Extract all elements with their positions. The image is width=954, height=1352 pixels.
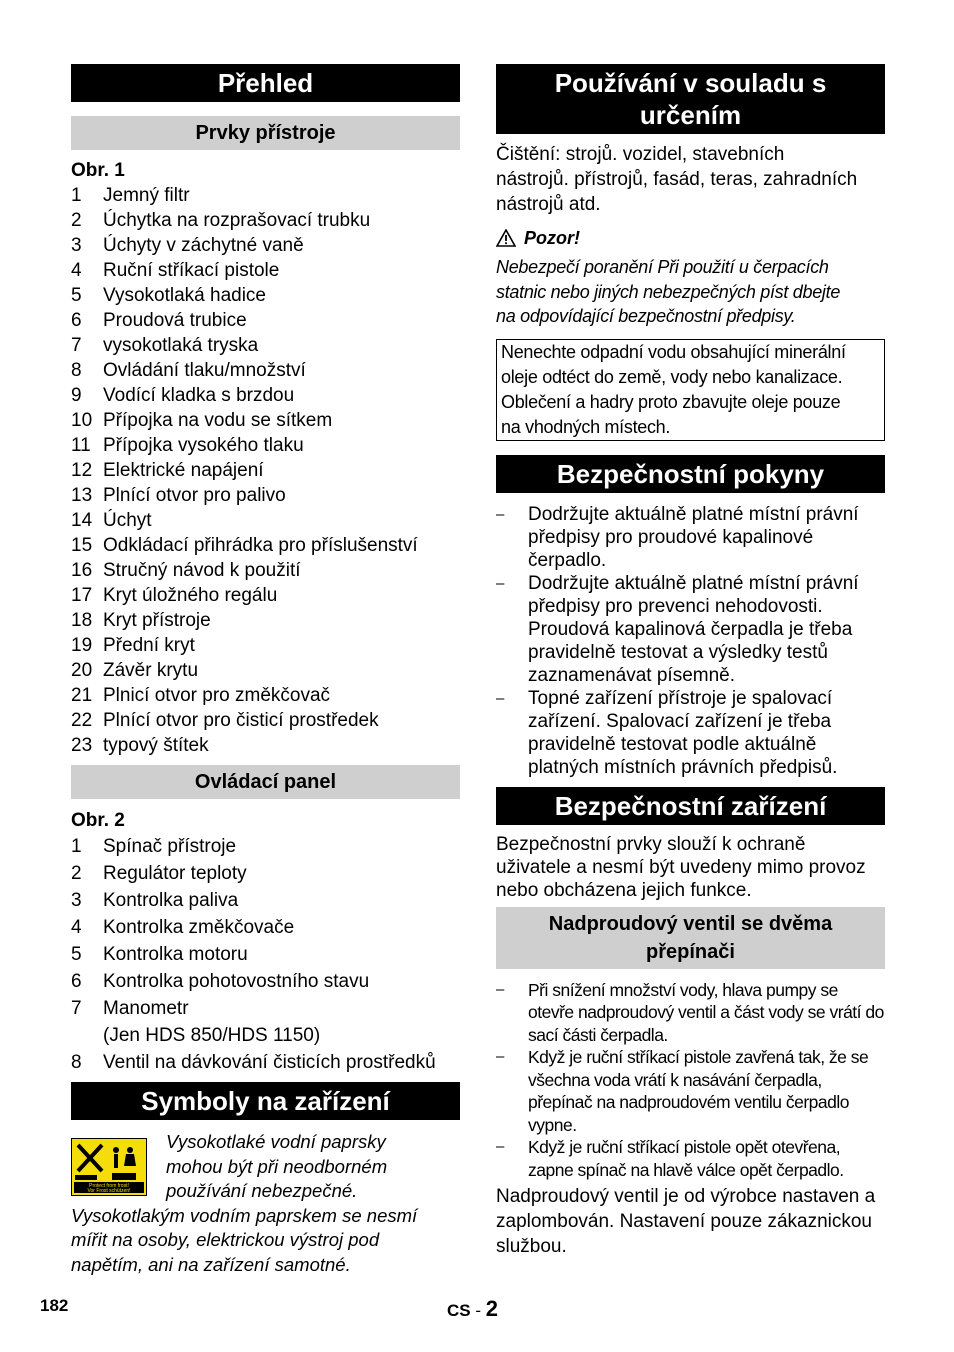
item-label: Manometr <box>103 998 189 1019</box>
section-title-intended-use <box>496 64 885 134</box>
bullet-item <box>496 503 885 572</box>
symbol-text-line: používání nebezpečné. <box>166 1180 358 1201</box>
item-number: 3 <box>71 235 82 256</box>
figure-label-2: Obr. 2 <box>71 810 125 831</box>
item-label: Odkládací přihrádka pro příslušenství <box>103 535 418 556</box>
bullet-text: Když je ruční stříkací pistole opět otevřena, zapne spínač na hlavě válce opět čerpadlo. <box>528 1137 844 1180</box>
item-label: Kryt úložného regálu <box>103 585 278 606</box>
item-label: Regulátor teploty <box>103 863 247 884</box>
symbol-text-line: napětím, ani na zařízení samotné. <box>71 1253 351 1275</box>
caution-text-line: na odpovídající bezpečnostní předpisy. <box>496 306 796 326</box>
list-item <box>71 914 460 941</box>
list-item <box>71 558 460 583</box>
item-number: 11 <box>71 435 91 456</box>
item-number: 6 <box>71 971 82 992</box>
symbol-label-en: Protect from frost! <box>89 1183 129 1189</box>
item-label: Přípojka na vodu se sítkem <box>103 410 333 431</box>
item-number: 17 <box>71 585 93 606</box>
item-number: 15 <box>71 535 93 556</box>
item-number: 14 <box>71 510 93 531</box>
title-line: určením <box>639 100 742 130</box>
symbol-label-de: Vor Frost schützen! <box>87 1188 131 1194</box>
item-number: 23 <box>71 735 93 756</box>
notice-line: oleje odtéct do země, vody nebo kanalizace. <box>501 366 843 387</box>
dash-bullet: – <box>496 1048 504 1065</box>
list-item <box>71 383 460 408</box>
item-number: 4 <box>71 260 82 281</box>
symbol-block <box>71 1130 460 1204</box>
list-item <box>71 258 460 283</box>
item-number: 13 <box>71 485 93 506</box>
item-number: 21 <box>71 685 93 706</box>
section-page-number: 2 <box>485 1296 499 1321</box>
item-label: Kontrolka paliva <box>103 890 239 911</box>
list-item <box>71 968 460 995</box>
list-item <box>71 833 460 860</box>
item-number: 4 <box>71 917 82 938</box>
list-item <box>71 308 460 333</box>
bullet-text: Dodržujte aktuálně platné místní právní předpisy pro prevenci nehodovosti. Proudová kapalinová čerpadla je třeba pravidelně testovat a výsledky testů zaznamenávat písemně. <box>528 572 859 686</box>
item-label: Úchytka na rozprašovací trubku <box>103 210 371 231</box>
section-title-safety-devices: Bezpečnostní zařízení <box>496 787 885 825</box>
dash-bullet: – <box>496 689 505 707</box>
symbol-text-line: Vysokotlaké vodní paprsky <box>166 1131 386 1152</box>
item-label: Proudová trubice <box>103 310 247 331</box>
item-label: Plnicí otvor pro změkčovač <box>103 685 331 706</box>
item-label: vysokotlaká tryska <box>103 335 259 356</box>
symbol-text-line: mířit na osoby, elektrickou výstroj pod <box>71 1229 380 1250</box>
bullet-item <box>496 687 885 779</box>
item-label: Přední kryt <box>103 635 195 656</box>
item-label: Ovládání tlaku/množství <box>103 360 306 381</box>
list-item <box>71 658 460 683</box>
item-label: Závěr krytu <box>103 660 199 681</box>
list-item <box>71 408 460 433</box>
caution-text-line: Nebezpečí poranění Při použití u čerpacích <box>496 257 829 277</box>
item-label: typový štítek <box>103 735 209 756</box>
list-item <box>71 995 460 1022</box>
item-number: 18 <box>71 610 93 631</box>
item-number: 7 <box>71 335 82 356</box>
item-number: 8 <box>71 360 82 381</box>
safety-pictogram-icon <box>72 1139 146 1195</box>
caution-heading <box>496 227 885 249</box>
item-number: 5 <box>71 285 82 306</box>
bullet-text: Při snížení množství vody, hlava pumpy se otevře nadproudový ventil a část vody se vrátí do sací části čerpadla. <box>528 979 884 1045</box>
item-number: 12 <box>71 460 93 481</box>
caution-label: Pozor! <box>524 228 580 248</box>
item-number: 22 <box>71 710 93 731</box>
list-item <box>71 1049 460 1076</box>
item-label: Ruční stříkací pistole <box>103 260 280 281</box>
caution-text-line: statnic nebo jiných nebezpečných píst dbejte <box>496 281 841 302</box>
subsection-title-line: přepínači <box>646 940 735 963</box>
list-item <box>71 483 460 508</box>
list-item <box>71 1022 460 1049</box>
subsection-device-elements: Prvky přístroje <box>71 116 460 150</box>
item-label: Kontrolka změkčovače <box>103 917 295 938</box>
list-item <box>71 533 460 558</box>
environment-notice-box <box>496 339 885 441</box>
subsection-title-line: Nadproudový ventil se dvěma <box>548 912 833 935</box>
item-label: Jemný filtr <box>103 185 190 206</box>
bullet-item <box>496 979 885 1047</box>
overflow-valve-text: Nadproudový ventil je od výrobce nastaven a zaplombován. Nastavení pouze zákaznickou službou. <box>496 1186 876 1257</box>
device-elements-list <box>71 183 460 758</box>
item-label: Kryt přístroje <box>103 610 211 631</box>
item-number: 2 <box>71 210 82 231</box>
overflow-valve-list <box>496 979 885 1182</box>
list-item <box>71 887 460 914</box>
item-number: 16 <box>71 560 93 581</box>
item-number: 19 <box>71 635 93 656</box>
section-title-overview: Přehled <box>71 64 460 102</box>
language-code: CS <box>447 1301 471 1320</box>
item-number: 20 <box>71 660 93 681</box>
item-label: Plnící otvor pro palivo <box>103 485 286 506</box>
item-number: 8 <box>71 1052 82 1073</box>
item-number: 3 <box>71 890 82 911</box>
item-number: 10 <box>71 410 93 431</box>
item-label: (Jen HDS 850/HDS 1150) <box>103 1025 321 1046</box>
item-label: Úchyt <box>103 510 152 531</box>
list-item <box>71 208 460 233</box>
figure-label-1: Obr. 1 <box>71 160 125 181</box>
bullet-item <box>496 572 885 687</box>
item-label: Stručný návod k použití <box>103 560 301 581</box>
safety-devices-text: Bezpečnostní prvky slouží k ochraně uživatele a nesmí být uvedeny mimo provoz nebo obcházena jejich funkce. <box>496 833 866 901</box>
item-label: Ventil na dávkování čisticích prostředků <box>103 1052 436 1073</box>
footer-separator: - <box>475 1301 482 1320</box>
item-number: 2 <box>71 863 82 884</box>
bullet-text: Topné zařízení přístroje je spalovací zařízení. Spalovací zařízení je třeba pravidelně testovat podle aktuálně platných místních právních předpisů. <box>528 687 838 778</box>
list-item <box>71 608 460 633</box>
list-item <box>71 683 460 708</box>
use-text-line: nástrojů. přístrojů, fasád, teras, zahradních <box>496 169 858 190</box>
bullet-item <box>496 1046 885 1136</box>
item-number: 1 <box>71 836 82 857</box>
item-label: Vodící kladka s brzdou <box>103 385 295 406</box>
dash-bullet: – <box>496 574 505 592</box>
item-label: Kontrolka pohotovostního stavu <box>103 971 370 992</box>
item-number: 9 <box>71 385 82 406</box>
dash-bullet: – <box>496 1138 504 1155</box>
page-number: 182 <box>40 1296 69 1315</box>
bullet-text: Když je ruční stříkací pistole zavřená tak, že se všechna voda vrátí k nasávání čerpadla, přepínač na nadproudovém ventilu čerpadlo vypne. <box>528 1047 869 1135</box>
list-item <box>71 733 460 758</box>
list-item <box>71 583 460 608</box>
list-item <box>71 358 460 383</box>
item-label: Úchyty v záchytné vaně <box>103 235 304 256</box>
item-label: Vysokotlaká hadice <box>103 285 267 306</box>
list-item <box>71 708 460 733</box>
section-title-safety-instructions: Bezpečnostní pokyny <box>496 455 885 493</box>
item-label: Plnící otvor pro čisticí prostředek <box>103 710 379 731</box>
symbol-text-line: mohou být při neodborném <box>166 1155 388 1177</box>
safety-instructions-list <box>496 503 885 779</box>
item-label: Kontrolka motoru <box>103 944 248 965</box>
list-item <box>71 183 460 208</box>
item-number: 1 <box>71 185 82 206</box>
symbol-text-line: Vysokotlakým vodním paprskem se nesmí <box>71 1204 418 1226</box>
control-panel-list <box>71 833 460 1076</box>
right-column <box>496 64 885 1259</box>
list-item <box>71 633 460 658</box>
subsection-overflow-valve <box>496 907 885 969</box>
bullet-item <box>496 1136 885 1181</box>
list-item <box>71 233 460 258</box>
list-item <box>71 941 460 968</box>
item-number: 6 <box>71 310 82 331</box>
item-number: 5 <box>71 944 82 965</box>
warning-triangle-icon <box>496 229 516 247</box>
item-label: Elektrické napájení <box>103 460 264 481</box>
item-number: 7 <box>71 998 82 1019</box>
safety-symbol-icon <box>71 1138 147 1196</box>
bullet-text: Dodržujte aktuálně platné místní právní předpisy pro proudové kapalinové čerpadlo. <box>528 503 859 571</box>
list-item <box>71 860 460 887</box>
use-text-line: nástrojů atd. <box>496 194 601 215</box>
item-label: Přípojka vysokého tlaku <box>103 435 304 456</box>
dash-bullet: – <box>496 505 505 523</box>
list-item <box>71 433 460 458</box>
list-item <box>71 283 460 308</box>
list-item <box>71 508 460 533</box>
subsection-control-panel: Ovládací panel <box>71 765 460 799</box>
notice-line: Oblečení a hadry proto zbavujte oleje pouze <box>501 391 841 412</box>
left-column <box>71 64 460 1277</box>
page-footer-label <box>447 1296 498 1322</box>
dash-bullet: – <box>496 980 504 998</box>
list-item <box>71 333 460 358</box>
section-title-symbols: Symboly na zařízení <box>71 1082 460 1120</box>
use-text-line: Čištění: strojů. vozidel, stavebních <box>496 144 785 165</box>
title-line: Používání v souladu s <box>554 68 827 98</box>
item-number <box>71 1022 103 1049</box>
notice-line: na vhodných místech. <box>501 416 671 437</box>
list-item <box>71 458 460 483</box>
item-label: Spínač přístroje <box>103 836 237 857</box>
notice-line: Nenechte odpadní vodu obsahující minerální <box>501 341 846 362</box>
